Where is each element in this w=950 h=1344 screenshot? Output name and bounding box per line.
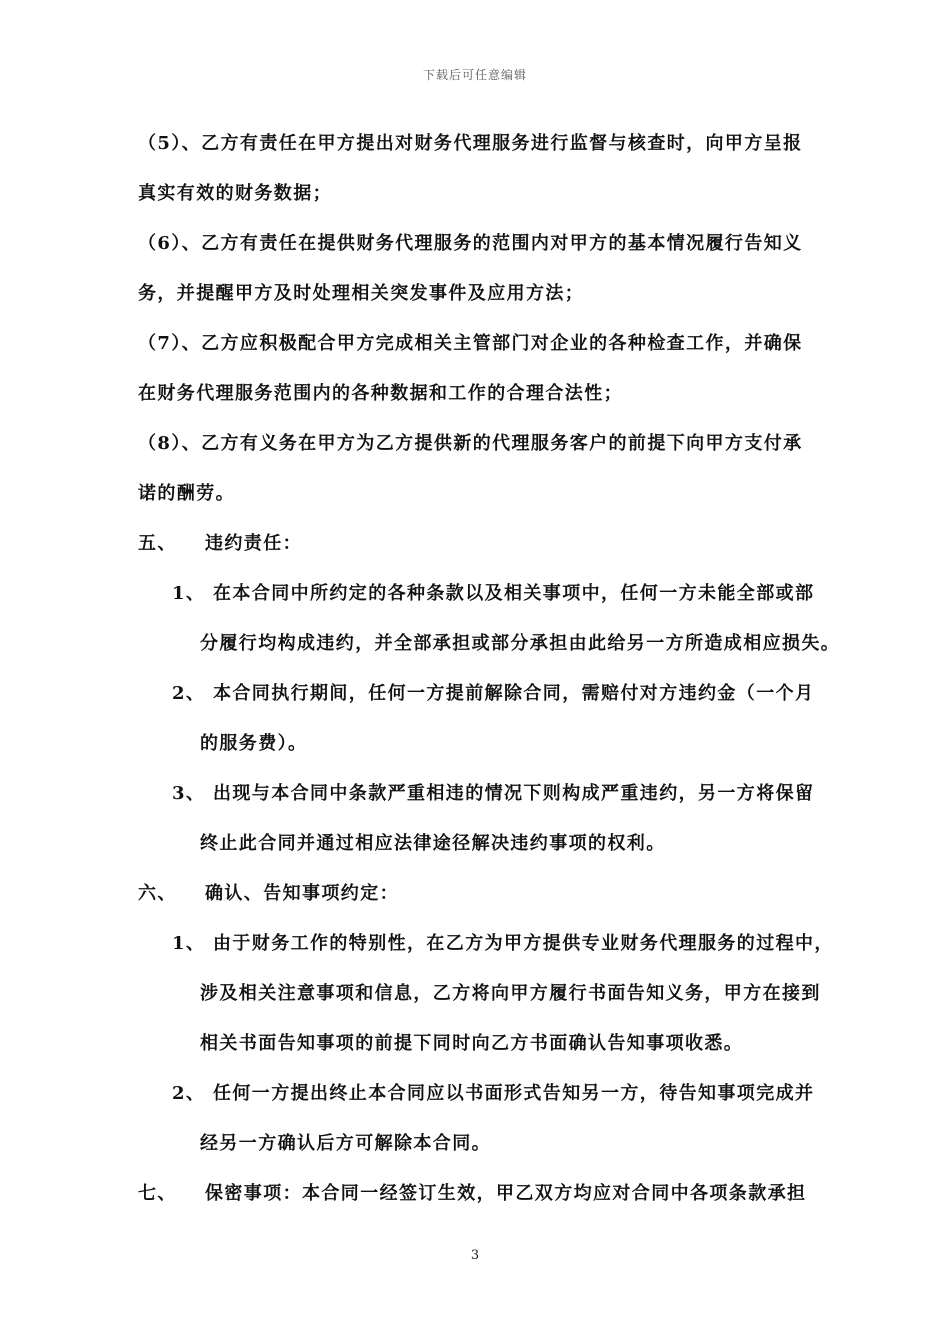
section-6-number: 六、 <box>138 883 177 904</box>
breach-item-1-line-1: 1、 在本合同中所约定的各种条款以及相关事项中，任何一方未能全部或部 <box>172 583 815 604</box>
clause-5-line-2: 真实有效的财务数据； <box>138 183 332 204</box>
breach-item-2-line-1: 2、 本合同执行期间，任何一方提前解除合同，需赔付对方违约金（一个月 <box>172 683 815 704</box>
notice-item-1-line-1: 1、 由于财务工作的特别性，在乙方为甲方提供专业财务代理服务的过程中， <box>172 933 834 954</box>
section-5-title: 违约责任： <box>205 533 302 554</box>
notice-item-1-line-3: 相关书面告知事项的前提下同时向乙方书面确认告知事项收悉。 <box>200 1033 744 1054</box>
clause-5-line-1: （5）、乙方有责任在甲方提出对财务代理服务进行监督与核查时，向甲方呈报 <box>138 133 803 154</box>
notice-item-2-line-1: 2、 任何一方提出终止本合同应以书面形式告知另一方，待告知事项完成并 <box>172 1083 815 1104</box>
breach-item-3-line-2: 终止此合同并通过相应法律途径解决违约事项的权利。 <box>200 833 666 854</box>
section-7-title: 保密事项：本合同一经签订生效，甲乙双方均应对合同中各项条款承担 <box>205 1183 807 1204</box>
clause-6-line-2: 务，并提醒甲方及时处理相关突发事件及应用方法； <box>138 283 585 304</box>
notice-item-2-line-2: 经另一方确认后方可解除本合同。 <box>200 1133 491 1154</box>
section-6-title: 确认、告知事项约定： <box>205 883 399 904</box>
clause-8-line-1: （8）、乙方有义务在甲方为乙方提供新的代理服务客户的前提下向甲方支付承 <box>138 433 803 454</box>
page-number: 3 <box>470 1248 480 1263</box>
clause-8-line-2: 诺的酬劳。 <box>138 483 235 504</box>
section-7-number: 七、 <box>138 1183 177 1204</box>
section-5-number: 五、 <box>138 533 177 554</box>
clause-6-line-1: （6）、乙方有责任在提供财务代理服务的范围内对甲方的基本情况履行告知义 <box>138 233 803 254</box>
breach-item-3-line-1: 3、 出现与本合同中条款严重相违的情况下则构成严重违约，另一方将保留 <box>172 783 815 804</box>
clause-7-line-1: （7）、乙方应积极配合甲方完成相关主管部门对企业的各种检查工作，并确保 <box>138 333 803 354</box>
breach-item-2-line-2: 的服务费）。 <box>200 733 308 754</box>
notice-item-1-line-2: 涉及相关注意事项和信息，乙方将向甲方履行书面告知义务，甲方在接到 <box>200 983 821 1004</box>
clause-7-line-2: 在财务代理服务范围内的各种数据和工作的合理合法性； <box>138 383 623 404</box>
header-note: 下载后可任意编辑 <box>422 68 527 82</box>
breach-item-1-line-2: 分履行均构成违约，并全部承担或部分承担由此给另一方所造成相应损失。 <box>200 633 841 654</box>
